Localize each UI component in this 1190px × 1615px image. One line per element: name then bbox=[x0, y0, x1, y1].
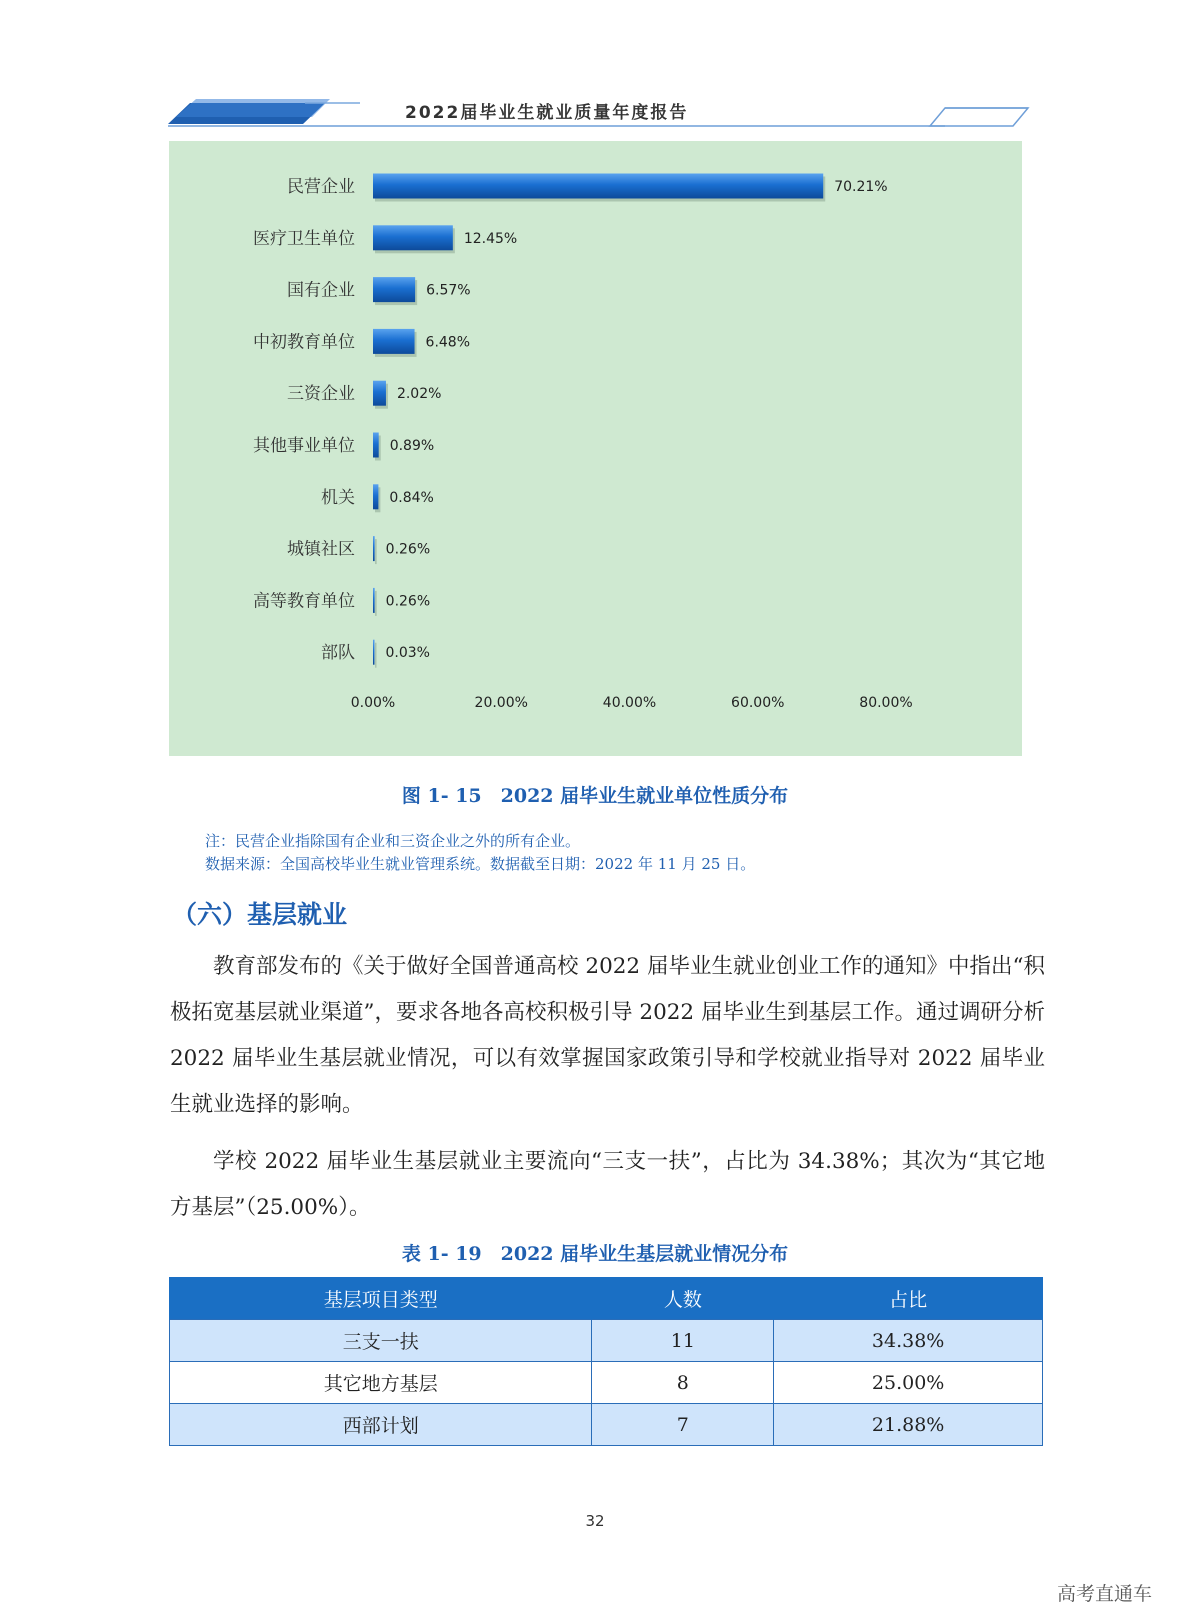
bar bbox=[373, 588, 375, 613]
category-label: 高等教育单位 bbox=[253, 591, 355, 612]
value-label: 12.45% bbox=[463, 230, 518, 247]
bar-chart bbox=[169, 141, 1022, 756]
table-row bbox=[170, 1404, 1043, 1446]
grassroots-employment-table bbox=[169, 1277, 1043, 1446]
table-row bbox=[170, 1320, 1043, 1362]
bar-shadow bbox=[375, 643, 377, 668]
value-label: 70.21% bbox=[834, 179, 888, 195]
table-cell: 25.00% bbox=[774, 1362, 1043, 1404]
bar bbox=[373, 329, 415, 354]
bar bbox=[373, 484, 378, 509]
category-label: 国有企业 bbox=[287, 280, 355, 301]
table-header-row bbox=[170, 1277, 1043, 1320]
x-tick-label: 80.00% bbox=[859, 695, 913, 711]
value-label: 0.84% bbox=[389, 489, 434, 506]
page-header bbox=[0, 0, 1190, 140]
data-source-line: 数据来源：全国高校毕业生就业管理系统。数据截至日期：2022 年 11 月 25 日。 bbox=[205, 855, 756, 873]
column-header: 占比 bbox=[774, 1277, 1043, 1320]
value-label: 0.26% bbox=[385, 541, 431, 558]
bar bbox=[373, 225, 453, 250]
bar-shadow bbox=[375, 591, 377, 616]
value-label: 2.02% bbox=[396, 386, 442, 403]
paragraph: 教育部发布的《关于做好全国普通高校 2022 届毕业生就业创业工作的通知》中指出“积极拓宽基层就业渠道”，要求各地各高校积极引导 2022 届毕业生到基层工作。通过调研分析 2022 届毕业生基层就业情况，可以有效掌握国家政策引导和学校就业指导对 2022 届毕业生就业选择的影响。 bbox=[170, 954, 1045, 1117]
bar bbox=[373, 640, 375, 665]
column-header: 基层项目类型 bbox=[170, 1277, 592, 1320]
category-label: 城镇社区 bbox=[287, 539, 355, 560]
table-cell: 西部计划 bbox=[170, 1404, 592, 1446]
table-cell: 34.38% bbox=[774, 1320, 1043, 1362]
bar bbox=[373, 174, 823, 199]
category-label: 中初教育单位 bbox=[253, 332, 355, 353]
table-cell: 8 bbox=[592, 1362, 774, 1404]
x-tick-label: 0.00% bbox=[350, 695, 396, 711]
value-label: 0.89% bbox=[389, 438, 435, 454]
table-cell: 7 bbox=[592, 1404, 774, 1446]
x-tick-label: 20.00% bbox=[474, 695, 528, 711]
bar bbox=[373, 536, 375, 561]
table-cell: 21.88% bbox=[774, 1404, 1043, 1446]
page-number: 32 bbox=[585, 1512, 605, 1530]
category-label: 机关 bbox=[321, 487, 355, 508]
bar bbox=[373, 433, 379, 458]
category-label: 其他事业单位 bbox=[253, 436, 355, 456]
section-heading: （六）基层就业 bbox=[172, 900, 348, 929]
category-label: 部队 bbox=[321, 643, 355, 664]
note-line: 注：民营企业指除国有企业和三资企业之外的所有企业。 bbox=[205, 832, 581, 850]
watermark-text: 高考直通车 bbox=[1056, 1583, 1152, 1605]
category-label: 民营企业 bbox=[287, 177, 355, 197]
category-label: 三资企业 bbox=[287, 384, 355, 405]
bar bbox=[373, 381, 386, 406]
column-header: 人数 bbox=[592, 1277, 774, 1320]
x-tick-label: 60.00% bbox=[731, 695, 785, 711]
bar bbox=[373, 277, 415, 302]
figure-caption: 图 1- 15 2022 届毕业生就业单位性质分布 bbox=[401, 785, 789, 807]
value-label: 6.48% bbox=[425, 334, 471, 351]
paragraph: 学校 2022 届毕业生基层就业主要流向“三支一扶”，占比为 34.38%；其次为“其它地方基层”（25.00%）。 bbox=[170, 1149, 1045, 1220]
value-label: 0.03% bbox=[385, 645, 430, 662]
header-title: 2022届毕业生就业质量年度报告 bbox=[405, 103, 689, 123]
figure-notes bbox=[205, 830, 755, 876]
bar-shadow bbox=[375, 539, 377, 564]
table-caption: 表 1- 19 2022 届毕业生基层就业情况分布 bbox=[401, 1243, 789, 1265]
value-label: 6.57% bbox=[426, 282, 471, 299]
category-label: 医疗卫生单位 bbox=[253, 228, 355, 249]
table-cell: 其它地方基层 bbox=[170, 1362, 592, 1404]
x-tick-label: 40.00% bbox=[602, 695, 657, 711]
table-cell: 11 bbox=[592, 1320, 774, 1362]
table-row bbox=[170, 1362, 1043, 1404]
table-cell: 三支一扶 bbox=[170, 1320, 592, 1362]
bar-chart-panel bbox=[169, 141, 1022, 756]
value-label: 0.26% bbox=[385, 593, 431, 610]
